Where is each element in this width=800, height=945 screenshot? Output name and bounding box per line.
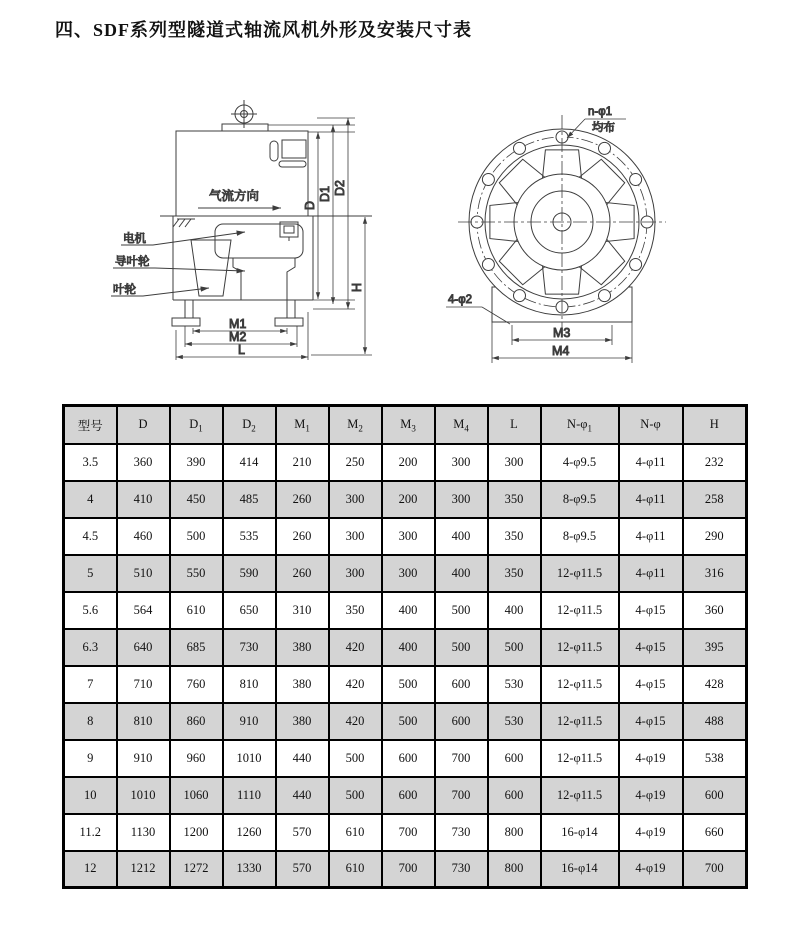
dim-cell: 16-φ14 (541, 851, 619, 888)
dim-cell: 450 (170, 481, 223, 518)
dim-cell: 910 (223, 703, 276, 740)
dim-cell: 12-φ11.5 (541, 666, 619, 703)
dim-cell: 4-φ15 (619, 592, 683, 629)
dim-cell: 570 (276, 814, 329, 851)
table-row (64, 629, 747, 666)
airflow-label: 气流方向 (209, 189, 260, 203)
dim-cell: 600 (382, 740, 435, 777)
column-header: N-φ (619, 406, 683, 444)
dim-cell: 1010 (117, 777, 170, 814)
column-header: 型号 (64, 406, 117, 444)
dim-cell: 400 (435, 518, 488, 555)
model-cell: 9 (64, 740, 117, 777)
dim-cell: 4-φ15 (619, 703, 683, 740)
column-header: L (488, 406, 541, 444)
column-header: $M_2$ (329, 406, 382, 444)
dim-cell: 960 (170, 740, 223, 777)
dim-cell: 660 (683, 814, 747, 851)
dim-cell: 700 (435, 777, 488, 814)
guide-vane-shape (233, 258, 295, 300)
dim-cell: 232 (683, 444, 747, 481)
dim-d2-label: D2 (333, 180, 347, 196)
dim-cell: 700 (435, 740, 488, 777)
model-cell: 3.5 (64, 444, 117, 481)
dim-cell: 910 (117, 740, 170, 777)
dim-cell: 500 (329, 777, 382, 814)
dim-cell: 1060 (170, 777, 223, 814)
dim-cell: 420 (329, 703, 382, 740)
dim-cell: 4-φ15 (619, 629, 683, 666)
dim-cell: 600 (435, 703, 488, 740)
diameter-dimensions (268, 118, 355, 309)
dim-cell: 300 (329, 518, 382, 555)
table-row (64, 703, 747, 740)
dim-cell: 650 (223, 592, 276, 629)
side-view-drawing (95, 90, 425, 390)
dim-cell: 420 (329, 666, 382, 703)
bolt-note-line2: 均布 (592, 122, 615, 134)
model-cell: 4 (64, 481, 117, 518)
dim-cell: 610 (329, 851, 382, 888)
dim-cell: 500 (488, 629, 541, 666)
dim-cell: 8-φ9.5 (541, 518, 619, 555)
dim-cell: 730 (435, 851, 488, 888)
dim-d1-label: D1 (318, 186, 332, 202)
dim-l-label: L (238, 343, 245, 357)
front-view-drawing (430, 95, 740, 380)
dim-cell: 550 (170, 555, 223, 592)
table-row (64, 814, 747, 851)
dim-cell: 610 (329, 814, 382, 851)
table-row (64, 666, 747, 703)
bolt-note-line1: n-φ1 (588, 106, 613, 118)
dim-cell: 500 (382, 666, 435, 703)
dim-cell: 350 (488, 555, 541, 592)
dim-cell: 414 (223, 444, 276, 481)
dim-cell: 400 (435, 555, 488, 592)
model-cell: 11.2 (64, 814, 117, 851)
dim-cell: 600 (683, 777, 747, 814)
dim-cell: 730 (435, 814, 488, 851)
dim-cell: 440 (276, 740, 329, 777)
column-header: D (117, 406, 170, 444)
dim-cell: 488 (683, 703, 747, 740)
column-header: $M_3$ (382, 406, 435, 444)
dim-cell: 700 (382, 851, 435, 888)
column-header: $M_4$ (435, 406, 488, 444)
dim-cell: 1272 (170, 851, 223, 888)
model-cell: 10 (64, 777, 117, 814)
dim-cell: 800 (488, 814, 541, 851)
dim-cell: 250 (329, 444, 382, 481)
dim-cell: 12-φ11.5 (541, 777, 619, 814)
table-row (64, 851, 747, 888)
dim-cell: 4-φ11 (619, 444, 683, 481)
dim-cell: 530 (488, 666, 541, 703)
dim-cell: 600 (488, 740, 541, 777)
model-cell: 5.6 (64, 592, 117, 629)
dim-cell: 200 (382, 444, 435, 481)
dim-cell: 380 (276, 703, 329, 740)
dim-cell: 350 (329, 592, 382, 629)
dim-cell: 564 (117, 592, 170, 629)
dim-cell: 316 (683, 555, 747, 592)
dim-cell: 395 (683, 629, 747, 666)
dimensions-table (62, 404, 748, 889)
table-row (64, 518, 747, 555)
dim-cell: 360 (117, 444, 170, 481)
dim-cell: 380 (276, 666, 329, 703)
dim-cell: 700 (382, 814, 435, 851)
dim-cell: 510 (117, 555, 170, 592)
dim-cell: 4-φ19 (619, 777, 683, 814)
dim-cell: 600 (382, 777, 435, 814)
table-row (64, 592, 747, 629)
dim-cell: 1260 (223, 814, 276, 851)
dim-cell: 4-φ15 (619, 666, 683, 703)
dim-cell: 350 (488, 481, 541, 518)
table-row (64, 555, 747, 592)
model-cell: 12 (64, 851, 117, 888)
dim-cell: 300 (435, 444, 488, 481)
dim-cell: 1010 (223, 740, 276, 777)
dim-cell: 400 (382, 629, 435, 666)
dim-cell: 1200 (170, 814, 223, 851)
dim-cell: 1110 (223, 777, 276, 814)
dim-m1-label: M1 (229, 317, 247, 331)
column-header: $M_1$ (276, 406, 329, 444)
dim-cell: 440 (276, 777, 329, 814)
dim-cell: 380 (276, 629, 329, 666)
dim-cell: 1330 (223, 851, 276, 888)
dim-cell: 260 (276, 481, 329, 518)
dim-cell: 350 (488, 518, 541, 555)
dim-cell: 8-φ9.5 (541, 481, 619, 518)
dim-cell: 360 (683, 592, 747, 629)
dim-cell: 300 (329, 481, 382, 518)
column-header: $D_2$ (223, 406, 276, 444)
junction-box-icon (270, 140, 306, 167)
dim-cell: 730 (223, 629, 276, 666)
dim-cell: 258 (683, 481, 747, 518)
dim-cell: 1212 (117, 851, 170, 888)
impeller-label: 叶轮 (113, 284, 136, 296)
dim-cell: 410 (117, 481, 170, 518)
dim-cell: 300 (435, 481, 488, 518)
dim-cell: 16-φ14 (541, 814, 619, 851)
column-header: $N-\varphi_1$ (541, 406, 619, 444)
dim-cell: 500 (382, 703, 435, 740)
column-header: H (683, 406, 747, 444)
dim-cell: 210 (276, 444, 329, 481)
dim-cell: 12-φ11.5 (541, 703, 619, 740)
dim-cell: 1130 (117, 814, 170, 851)
dim-cell: 600 (488, 777, 541, 814)
dim-cell: 12-φ11.5 (541, 555, 619, 592)
dim-cell: 420 (329, 629, 382, 666)
model-cell: 5 (64, 555, 117, 592)
dim-cell: 4-φ19 (619, 851, 683, 888)
dim-cell: 400 (382, 592, 435, 629)
page-title: 四、SDF系列型隧道式轴流风机外形及安装尺寸表 (55, 20, 473, 40)
model-cell: 4.5 (64, 518, 117, 555)
model-cell: 6.3 (64, 629, 117, 666)
dim-m4-label: M4 (552, 344, 570, 358)
model-cell: 7 (64, 666, 117, 703)
dim-cell: 530 (488, 703, 541, 740)
table-row (64, 740, 747, 777)
dim-cell: 4-φ9.5 (541, 444, 619, 481)
dim-cell: 800 (488, 851, 541, 888)
impeller-shape (191, 240, 231, 296)
table-row (64, 777, 747, 814)
header-row (64, 406, 747, 444)
dim-cell: 600 (435, 666, 488, 703)
dim-cell: 538 (683, 740, 747, 777)
dim-cell: 428 (683, 666, 747, 703)
dim-d-label: D (303, 200, 317, 210)
dim-cell: 4-φ19 (619, 814, 683, 851)
guide-vane-leader (113, 268, 245, 271)
table-row (64, 444, 747, 481)
dim-cell: 710 (117, 666, 170, 703)
corner-note: 4-φ2 (448, 294, 473, 306)
dim-cell: 760 (170, 666, 223, 703)
dim-cell: 300 (382, 555, 435, 592)
dim-cell: 4-φ11 (619, 518, 683, 555)
model-cell: 8 (64, 703, 117, 740)
dim-h-label: H (350, 282, 364, 292)
dim-cell: 300 (488, 444, 541, 481)
dim-cell: 535 (223, 518, 276, 555)
dim-cell: 12-φ11.5 (541, 592, 619, 629)
dim-cell: 570 (276, 851, 329, 888)
motor-label: 电机 (123, 233, 146, 245)
table-body (64, 444, 747, 888)
dim-cell: 500 (170, 518, 223, 555)
corner-note-leader (482, 307, 510, 324)
dim-cell: 290 (683, 518, 747, 555)
column-header: $D_1$ (170, 406, 223, 444)
dim-cell: 4-φ19 (619, 740, 683, 777)
dim-cell: 500 (329, 740, 382, 777)
dim-cell: 4-φ11 (619, 555, 683, 592)
dim-cell: 500 (435, 629, 488, 666)
dim-cell: 700 (683, 851, 747, 888)
dim-cell: 610 (170, 592, 223, 629)
dim-cell: 12-φ11.5 (541, 740, 619, 777)
dim-cell: 4-φ11 (619, 481, 683, 518)
dim-m2-label: M2 (229, 330, 247, 344)
dim-cell: 590 (223, 555, 276, 592)
dim-cell: 200 (382, 481, 435, 518)
dim-cell: 310 (276, 592, 329, 629)
dim-cell: 12-φ11.5 (541, 629, 619, 666)
dim-cell: 485 (223, 481, 276, 518)
dim-m3-label: M3 (553, 326, 571, 340)
dim-cell: 400 (488, 592, 541, 629)
dim-cell: 260 (276, 518, 329, 555)
dim-cell: 300 (382, 518, 435, 555)
dim-cell: 810 (223, 666, 276, 703)
dim-cell: 640 (117, 629, 170, 666)
dim-cell: 460 (117, 518, 170, 555)
dim-cell: 685 (170, 629, 223, 666)
table-row (64, 481, 747, 518)
dim-cell: 860 (170, 703, 223, 740)
dim-cell: 300 (329, 555, 382, 592)
dim-cell: 390 (170, 444, 223, 481)
dim-cell: 260 (276, 555, 329, 592)
dim-cell: 810 (117, 703, 170, 740)
dim-cell: 500 (435, 592, 488, 629)
guide-vane-label: 导叶轮 (115, 256, 150, 268)
